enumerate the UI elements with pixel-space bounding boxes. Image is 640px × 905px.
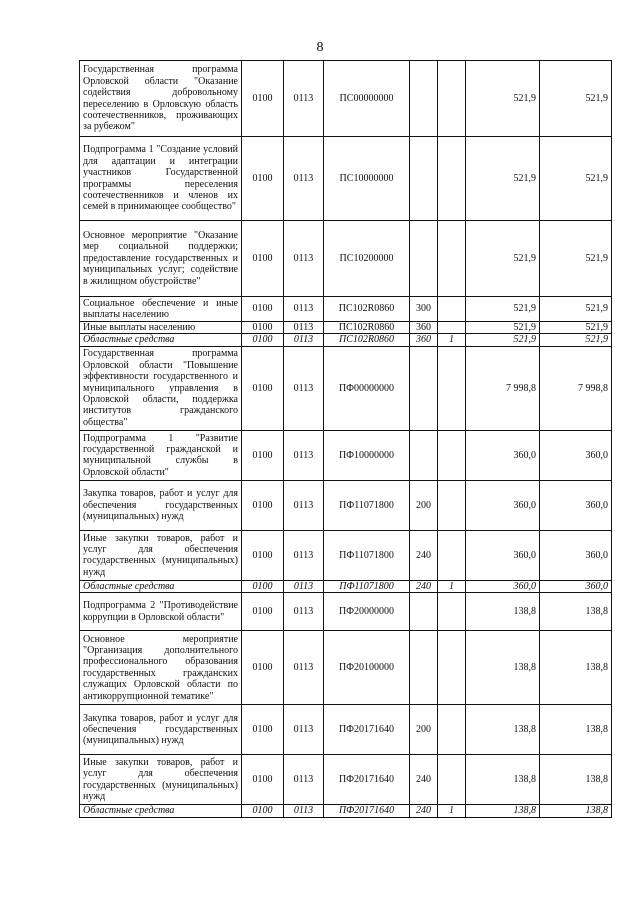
table-row [80, 755, 612, 805]
cell-src: 1 [438, 805, 466, 817]
cell-sum-1: 138,8 [466, 631, 540, 705]
cell-csr: ПС10200000 [324, 221, 410, 297]
cell-csr: ПФ20000000 [324, 593, 410, 631]
cell-src [438, 221, 466, 297]
cell-vr: 240 [410, 580, 438, 592]
cell-csr: ПФ11071800 [324, 580, 410, 592]
row-name: Подпрограмма 1 "Создание условий для адаптации и интеграции участников Государственной программы переселения соотечественников и членов их семей в принимающее сообщество" [80, 137, 242, 221]
cell-rz: 0100 [242, 137, 284, 221]
table-row [80, 805, 612, 817]
cell-sum-1: 138,8 [466, 705, 540, 755]
cell-vr: 200 [410, 705, 438, 755]
row-name: Государственная программа Орловской области "Оказание содействия добровольному переселению в Орловскую область соотечественников, проживающих за рубежом" [80, 61, 242, 137]
cell-sum-2: 360,0 [540, 480, 612, 530]
cell-vr [410, 593, 438, 631]
cell-rz: 0100 [242, 430, 284, 480]
cell-rz: 0100 [242, 480, 284, 530]
cell-pr: 0113 [284, 346, 324, 430]
cell-pr: 0113 [284, 322, 324, 334]
page-number: 8 [316, 40, 324, 55]
cell-sum-2: 521,9 [540, 137, 612, 221]
cell-csr: ПС10000000 [324, 137, 410, 221]
cell-sum-1: 521,9 [466, 61, 540, 137]
cell-sum-1: 521,9 [466, 221, 540, 297]
cell-sum-1: 7 998,8 [466, 346, 540, 430]
cell-rz: 0100 [242, 322, 284, 334]
row-name: Государственная программа Орловской области "Повышение эффективности государственного и муниципального управления в Орловской области, поддержка институтов гражданского общества" [80, 346, 242, 430]
cell-sum-2: 521,9 [540, 61, 612, 137]
cell-csr: ПФ20171640 [324, 805, 410, 817]
row-name: Закупка товаров, работ и услуг для обеспечения государственных (муниципальных) нужд [80, 480, 242, 530]
cell-src [438, 593, 466, 631]
cell-sum-2: 521,9 [540, 297, 612, 322]
cell-vr [410, 430, 438, 480]
row-name: Основное мероприятие "Организация дополнительного профессионального образования государственных гражданских служащих Орловской области по антикоррупционной тематике" [80, 631, 242, 705]
cell-sum-2: 521,9 [540, 334, 612, 346]
cell-src [438, 297, 466, 322]
row-name: Областные средства [80, 334, 242, 346]
cell-csr: ПФ20100000 [324, 631, 410, 705]
cell-vr [410, 631, 438, 705]
cell-csr: ПС102R0860 [324, 297, 410, 322]
cell-vr: 240 [410, 755, 438, 805]
cell-csr: ПФ10000000 [324, 430, 410, 480]
cell-sum-2: 360,0 [540, 430, 612, 480]
cell-sum-1: 138,8 [466, 593, 540, 631]
cell-rz: 0100 [242, 755, 284, 805]
cell-rz: 0100 [242, 221, 284, 297]
cell-sum-1: 138,8 [466, 805, 540, 817]
cell-pr: 0113 [284, 297, 324, 322]
cell-sum-2: 138,8 [540, 631, 612, 705]
cell-pr: 0113 [284, 580, 324, 592]
cell-sum-1: 521,9 [466, 297, 540, 322]
cell-pr: 0113 [284, 137, 324, 221]
cell-sum-2: 521,9 [540, 221, 612, 297]
cell-src [438, 631, 466, 705]
cell-src: 1 [438, 334, 466, 346]
cell-src [438, 480, 466, 530]
table-row [80, 322, 612, 334]
table-row [80, 137, 612, 221]
cell-csr: ПФ20171640 [324, 755, 410, 805]
table-row [80, 221, 612, 297]
cell-vr [410, 61, 438, 137]
cell-sum-2: 521,9 [540, 322, 612, 334]
cell-sum-2: 7 998,8 [540, 346, 612, 430]
row-name: Социальное обеспечение и иные выплаты населению [80, 297, 242, 322]
cell-csr: ПС00000000 [324, 61, 410, 137]
cell-sum-2: 138,8 [540, 593, 612, 631]
cell-src [438, 137, 466, 221]
cell-sum-1: 521,9 [466, 322, 540, 334]
row-name: Основное мероприятие "Оказание мер социальной поддержки; предоставление государственных и муниципальных услуг; содействие в жилищном обустройстве" [80, 221, 242, 297]
cell-rz: 0100 [242, 805, 284, 817]
row-name: Подпрограмма 1 "Развитие государственной гражданской и муниципальной службы в Орловской области" [80, 430, 242, 480]
cell-csr: ПФ11071800 [324, 530, 410, 580]
row-name: Иные закупки товаров, работ и услуг для обеспечения государственных (муниципальных) нужд [80, 530, 242, 580]
cell-csr: ПС102R0860 [324, 334, 410, 346]
table-row [80, 346, 612, 430]
table-row [80, 480, 612, 530]
cell-vr [410, 346, 438, 430]
cell-csr: ПФ11071800 [324, 480, 410, 530]
cell-pr: 0113 [284, 755, 324, 805]
cell-sum-2: 138,8 [540, 805, 612, 817]
cell-pr: 0113 [284, 221, 324, 297]
cell-pr: 0113 [284, 61, 324, 137]
cell-sum-2: 360,0 [540, 580, 612, 592]
cell-csr: ПФ20171640 [324, 705, 410, 755]
row-name: Областные средства [80, 580, 242, 592]
table-body [80, 61, 612, 818]
cell-vr [410, 137, 438, 221]
cell-vr: 360 [410, 322, 438, 334]
cell-pr: 0113 [284, 631, 324, 705]
cell-pr: 0113 [284, 334, 324, 346]
cell-vr: 200 [410, 480, 438, 530]
row-name: Областные средства [80, 805, 242, 817]
cell-vr: 360 [410, 334, 438, 346]
cell-sum-2: 360,0 [540, 530, 612, 580]
cell-sum-1: 360,0 [466, 430, 540, 480]
cell-src [438, 705, 466, 755]
cell-sum-1: 360,0 [466, 580, 540, 592]
cell-csr: ПФ00000000 [324, 346, 410, 430]
cell-vr: 240 [410, 805, 438, 817]
table-row [80, 430, 612, 480]
cell-rz: 0100 [242, 61, 284, 137]
cell-sum-1: 521,9 [466, 137, 540, 221]
cell-pr: 0113 [284, 805, 324, 817]
cell-rz: 0100 [242, 631, 284, 705]
cell-pr: 0113 [284, 705, 324, 755]
row-name: Иные закупки товаров, работ и услуг для обеспечения государственных (муниципальных) нужд [80, 755, 242, 805]
cell-src [438, 530, 466, 580]
cell-src [438, 322, 466, 334]
cell-src [438, 61, 466, 137]
cell-sum-1: 360,0 [466, 530, 540, 580]
cell-vr [410, 221, 438, 297]
cell-rz: 0100 [242, 346, 284, 430]
cell-pr: 0113 [284, 593, 324, 631]
cell-sum-2: 138,8 [540, 755, 612, 805]
cell-rz: 0100 [242, 530, 284, 580]
cell-sum-1: 521,9 [466, 334, 540, 346]
cell-rz: 0100 [242, 580, 284, 592]
budget-table [79, 60, 612, 818]
cell-src [438, 755, 466, 805]
cell-csr: ПС102R0860 [324, 322, 410, 334]
table-row [80, 580, 612, 592]
table-row [80, 593, 612, 631]
cell-vr: 240 [410, 530, 438, 580]
table-row [80, 631, 612, 705]
cell-sum-2: 138,8 [540, 705, 612, 755]
cell-rz: 0100 [242, 705, 284, 755]
cell-sum-1: 138,8 [466, 755, 540, 805]
cell-src: 1 [438, 580, 466, 592]
cell-sum-1: 360,0 [466, 480, 540, 530]
cell-src [438, 430, 466, 480]
table-row [80, 530, 612, 580]
cell-pr: 0113 [284, 480, 324, 530]
table-row [80, 61, 612, 137]
cell-pr: 0113 [284, 430, 324, 480]
cell-pr: 0113 [284, 530, 324, 580]
table-row [80, 334, 612, 346]
table-row [80, 705, 612, 755]
row-name: Подпрограмма 2 "Противодействие коррупции в Орловской области" [80, 593, 242, 631]
cell-vr: 300 [410, 297, 438, 322]
row-name: Иные выплаты населению [80, 322, 242, 334]
cell-src [438, 346, 466, 430]
cell-rz: 0100 [242, 297, 284, 322]
cell-rz: 0100 [242, 334, 284, 346]
table-row [80, 297, 612, 322]
row-name: Закупка товаров, работ и услуг для обеспечения государственных (муниципальных) нужд [80, 705, 242, 755]
cell-rz: 0100 [242, 593, 284, 631]
